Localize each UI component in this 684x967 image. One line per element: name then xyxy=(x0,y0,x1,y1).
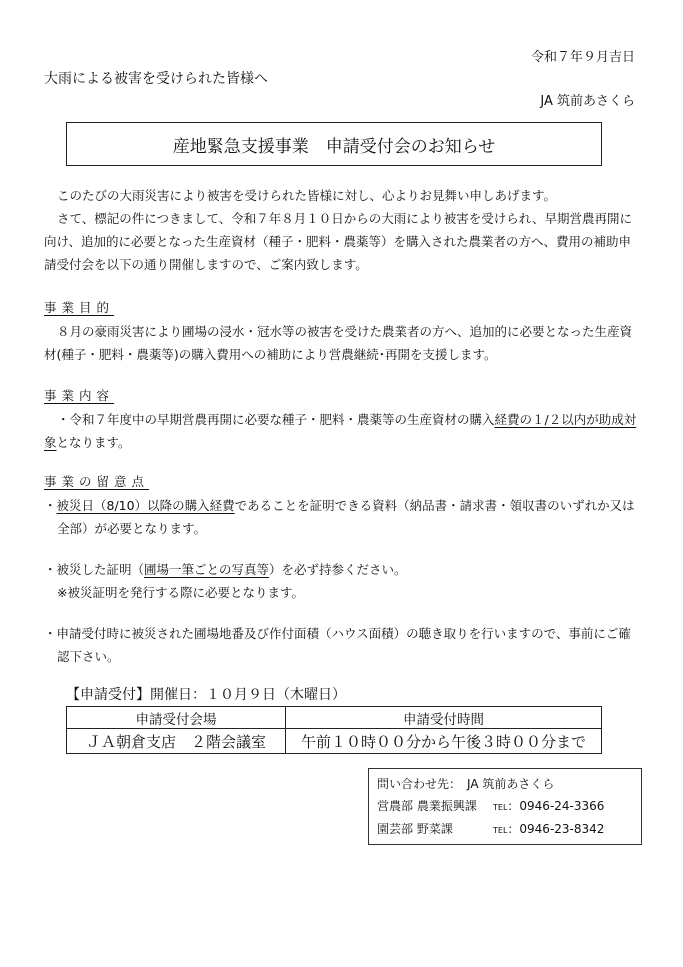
note2-underlined: 圃場一筆ごとの写真等 xyxy=(144,562,270,577)
note2-text-c: ）を必ず持参ください。 xyxy=(269,562,407,577)
time-cell: 午前１０時００分から午後３時００分まで xyxy=(286,729,602,754)
content-text-subsidy: 経費の１/２以内が助成対象 xyxy=(44,412,637,450)
table-header-row xyxy=(67,707,602,729)
tel-2-number: ：0946-23-8342 xyxy=(507,822,605,836)
organization-name: JA 筑前あさくら xyxy=(540,94,635,109)
intro-paragraph xyxy=(44,184,640,276)
purpose-heading: 事業目的 xyxy=(44,300,115,315)
greeting: 大雨による被害を受けられた皆様へ xyxy=(44,71,268,87)
contact-dept-1: 営農部 農業振興課 xyxy=(377,799,477,813)
contact-tel-1 xyxy=(493,797,604,814)
note3-text: ・申請受付時に被災された圃場地番及び作付面積（ハウス面積）の聴き取りを行いますので、事前にご確認下さい。 xyxy=(44,626,631,664)
notes-heading: 事業の留意点 xyxy=(44,474,150,489)
intro-line2: さて、標記の件につきまして、令和７年８月１０日からの大雨により被害を受けられ、早期営農再開に向け、追加的に必要となった生産資材（種子・肥料・農薬等）を購入された農業者の方へ、費用の補助申請受付会を以下の通り開催しますので、ご案内致します。 xyxy=(44,211,633,272)
contact-label: 問い合わせ先： JA 筑前あさくら xyxy=(377,777,555,791)
purpose-paragraph xyxy=(44,320,640,366)
tel-1-prefix: TEL xyxy=(493,803,508,812)
issue-date: 令和７年９月吉日 xyxy=(530,50,635,65)
contact-tel-2 xyxy=(493,820,604,837)
contact-box xyxy=(368,768,642,845)
content-text-c: となります。 xyxy=(56,435,131,450)
schedule-table xyxy=(66,706,602,754)
intro-line1: このたびの大雨災害により被害を受けられた皆様に対し、心よりお見舞い申しあげます。 xyxy=(57,188,557,203)
note-item-3 xyxy=(44,622,640,668)
note-item-1 xyxy=(44,494,640,540)
document-title xyxy=(66,122,602,166)
tel-1-number: ：0946-24-3366 xyxy=(507,799,605,813)
schedule-heading: 【申請受付】開催日：１０月９日（木曜日） xyxy=(66,687,346,703)
note2-text-a: ・被災した証明（ xyxy=(44,562,145,577)
purpose-text: ８月の豪雨災害により圃場の浸水・冠水等の被害を受けた農業者の方へ、追加的に必要となった生産資材(種子・肥料・農薬等)の購入費用への補助により営農継続･再開を支援します。 xyxy=(44,324,633,362)
table-header-venue: 申請受付会場 xyxy=(67,707,286,729)
note1-text: であることを証明できる資料（納品書・請求書・領収書のいずれか又は全部）が必要となります。 xyxy=(57,498,635,536)
note2-sub: ※被災証明を発行する際に必要となります。 xyxy=(57,585,304,600)
table-header-time: 申請受付時間 xyxy=(286,707,602,729)
contact-dept-2: 園芸部 野菜課 xyxy=(377,822,453,836)
table-row xyxy=(67,729,602,754)
title-text: 産地緊急支援事業 申請受付会のお知らせ xyxy=(172,136,496,157)
note1-bullet: ・ xyxy=(44,498,57,513)
content-text-a: ・令和７年度中の早期営農再開に必要な種子・肥料・農薬等の生産資材の購入 xyxy=(57,412,495,427)
note1-underlined: 被災日（8/10）以降の購入経費 xyxy=(56,498,235,513)
tel-2-prefix: TEL xyxy=(493,826,508,835)
content-heading: 事業内容 xyxy=(44,388,115,403)
content-paragraph xyxy=(44,408,640,454)
note-item-2 xyxy=(44,558,640,604)
venue-cell: ＪＡ朝倉支店 ２階会議室 xyxy=(67,729,286,754)
